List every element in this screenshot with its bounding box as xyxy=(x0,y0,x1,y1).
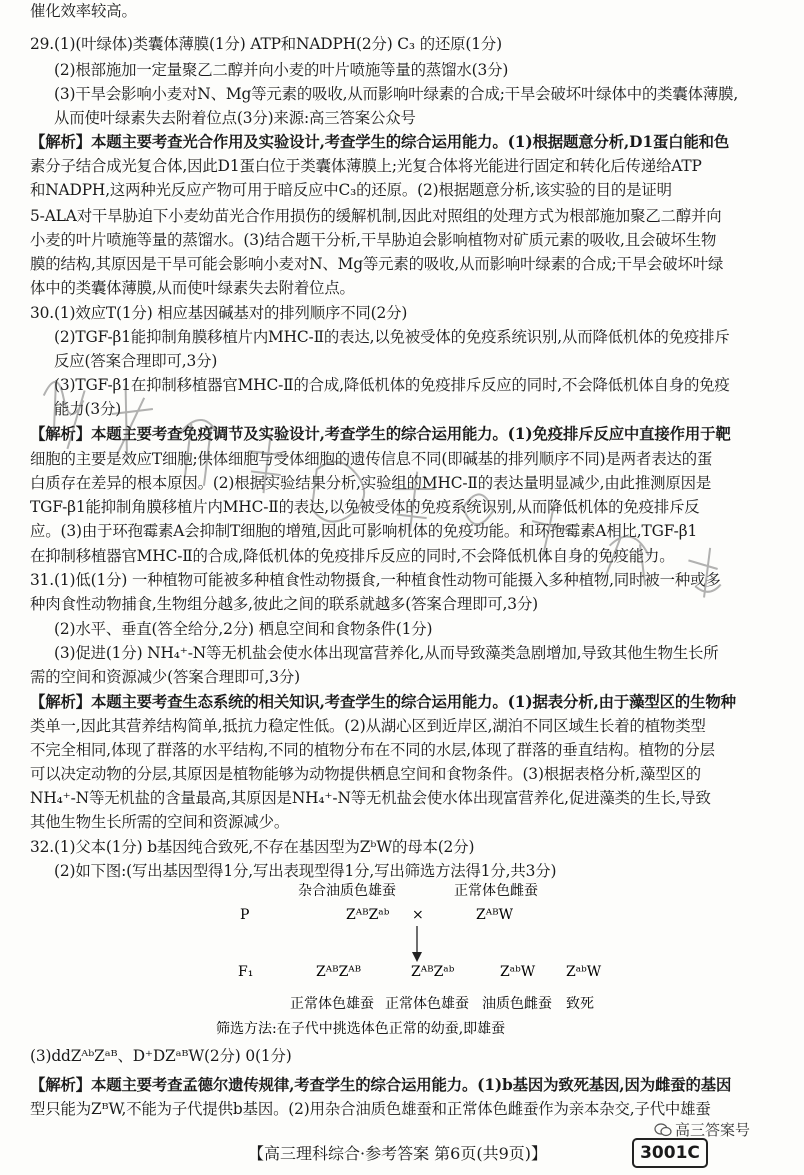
offspring-genotype: ZᴬᴮZᵃᵇ xyxy=(411,964,455,980)
offspring-phenotype: 致死 xyxy=(566,996,594,1012)
text-line: 其他生物生长所需的空间和资源减少。 xyxy=(30,813,290,831)
parent-right-name: 正常体色雌蚕 xyxy=(454,883,538,899)
p-label: P xyxy=(240,907,250,923)
q31-part2: (2)水平、垂直(答全给分,2分) 栖息空间和食物条件(1分) xyxy=(54,620,433,638)
q32-part2: (2)如下图:(写出基因型得1分,写出表现型得1分,写出筛选方法得1分,共3分) xyxy=(54,862,557,880)
q29-part3: (3)干旱会影响小麦对N、Mg等元素的吸收,从而影响叶绿素的合成;干旱会破坏叶绿体中的类囊体薄膜, xyxy=(54,85,739,103)
offspring-phenotype: 正常体色雄蚕 xyxy=(385,996,469,1012)
text-line: 应。(3)由于环孢霉素A会抑制T细胞的增殖,因此可影响机体的免疫功能。和环孢霉素A相比,TGF-β1 xyxy=(30,522,698,540)
text-line: 5-ALA对干旱胁迫下小麦幼苗光合作用损伤的缓解机制,因此对照组的处理方式为根部施加聚乙二醇并向 xyxy=(30,207,722,225)
cross-symbol: × xyxy=(412,907,424,923)
text-line: 可以决定动物的分层,其原因是植物能够为动物提供栖息空间和食物条件。(3)根据表格分析,藻型区的 xyxy=(30,765,701,783)
text-line: 种肉食性动物捕食,生物组分越多,彼此之间的联系就越多(答案合理即可,3分) xyxy=(30,595,539,613)
offspring-phenotype: 正常体色雄蚕 xyxy=(290,996,374,1012)
text-line: 型只能为ZᴮW,不能为子代提供b基因。(2)用杂合油质色雄蚕和正常体色雌蚕作为亲本杂交,子代中雄蚕 xyxy=(30,1100,711,1118)
text-line: TGF-β1能抑制角膜移植片内MHC-Ⅱ的表达,以免被受体的免疫系统识别,从而降低机体的免疫排斥反 xyxy=(30,498,700,516)
wechat-icon xyxy=(654,1123,672,1137)
text-line: 需的空间和资源减少(答案合理即可,3分) xyxy=(30,668,300,686)
q30-part1: 30.(1)效应T(1分) 相应基因碱基对的排列顺序不同(2分) xyxy=(30,304,408,322)
analysis-30: 【解析】本题主要考查免疫调节及实验设计,考查学生的综合运用能力。(1)免疫排斥反应中直接作用于靶 xyxy=(30,425,731,443)
paper-code: 3001C xyxy=(632,1138,708,1168)
q30-part2: (2)TGF-β1能抑制角膜移植片内MHC-Ⅱ的表达,以免被受体的免疫系统识别,从而降低机体的免疫排斥 xyxy=(54,328,730,346)
q31-part3: (3)促进(1分) NH₄⁺-N等无机盐会使水体出现富营养化,从而导致藻类急剧增加,导致其他生物生长所 xyxy=(54,644,719,662)
text-line: 在抑制移植器官MHC-Ⅱ的合成,降低机体的免疫排斥反应的同时,不会降低机体自身的免疫能力。 xyxy=(30,547,675,565)
text-line: 膜的结构,其原因是干旱可能会影响小麦对N、Mg等元素的吸收,从而影响叶绿素的合成;干旱会破坏叶绿 xyxy=(30,255,724,273)
q32-part1: 32.(1)父本(1分) b基因纯合致死,不存在基因型为ZᵇW的母本(2分) xyxy=(30,838,475,856)
text-line: 白质存在差异的根本原因。(2)根据实验结果分析,实验组的MHC-Ⅱ的表达量明显减少,由此推测原因是 xyxy=(30,474,712,492)
screening-method: 筛选方法:在子代中挑选体色正常的幼蚕,即雄蚕 xyxy=(216,1021,506,1037)
parent-right-genotype: ZᴬᴮW xyxy=(476,907,513,923)
wechat-source xyxy=(652,1119,752,1140)
f1-label: F₁ xyxy=(238,964,254,980)
text-line: NH₄⁺-N等无机盐的含量最高,其原因是NH₄⁺-N等无机盐会使水体出现富营养化,促进藻类的生长,导致 xyxy=(30,789,711,807)
text-line: 从而使叶绿素失去附着位点(3分)来源:高三答案公众号 xyxy=(54,109,416,127)
text-line: 能力(3分) xyxy=(54,400,122,418)
analysis-32: 【解析】本题主要考查孟德尔遗传规律,考查学生的综合运用能力。(1)b基因为致死基因,因为雌蚕的基因 xyxy=(30,1076,732,1094)
parent-left-genotype: ZᴬᴮZᵃᵇ xyxy=(346,907,390,923)
analysis-29: 【解析】本题主要考查光合作用及实验设计,考查学生的综合运用能力。(1)根据题意分析,D1蛋白能和色 xyxy=(30,133,730,151)
parent-left-name: 杂合油质色雄蚕 xyxy=(298,883,396,899)
offspring-genotype: ZᴬᴮZᴬᴮ xyxy=(316,964,362,980)
q30-part3: (3)TGF-β1在抑制移植器官MHC-Ⅱ的合成,降低机体的免疫排斥反应的同时,不会降低机体自身的免疫 xyxy=(54,376,730,394)
text-line: 和NADPH,这两种光反应产物可用于暗反应中C₃的还原。(2)根据题意分析,该实验的目的是证明 xyxy=(30,181,672,199)
page-footer: 【高三理科综合·参考答案 第6页(共9页)】 xyxy=(248,1144,548,1163)
text-line: 素分子结合成光复合体,因此D1蛋白位于类囊体薄膜上;光复合体将光能进行固定和转化后传递给ATP xyxy=(30,157,702,175)
text-line: 反应(答案合理即可,3分) xyxy=(54,352,218,370)
offspring-genotype: ZᵃᵇW xyxy=(566,964,602,980)
text-line: 类单一,因此其营养结构简单,抵抗力稳定性低。(2)从湖心区到近岸区,湖泊不同区域生长着的植物类型 xyxy=(30,717,706,735)
text-line: 小麦的叶片喷施等量的蒸馏水。(3)结合题干分析,干旱胁迫会影响植物对矿质元素的吸收,且会破坏生物 xyxy=(30,231,717,249)
q29-part1: 29.(1)(叶绿体)类囊体薄膜(1分) ATP和NADPH(2分) C₃ 的还原(1分) xyxy=(30,35,503,53)
text-line: 不完全相同,体现了群落的水平结构,不同的植物分布在不同的水层,体现了群落的垂直结构。植物的分层 xyxy=(30,741,715,759)
text-line: 催化效率较高。 xyxy=(30,2,137,20)
offspring-phenotype: 油质色雌蚕 xyxy=(482,996,552,1012)
wechat-label: 高三答案号 xyxy=(675,1121,751,1139)
q32-part3: (3)ddZᴬᵇZᵃᴮ、D⁺DZᵃᴮW(2分) 0(1分) xyxy=(30,1047,292,1065)
analysis-31: 【解析】本题主要考查生态系统的相关知识,考查学生的综合运用能力。(1)据表分析,由于藻型区的生物种 xyxy=(30,693,736,711)
q29-part2: (2)根部施加一定量聚乙二醇并向小麦的叶片喷施等量的蒸馏水(3分) xyxy=(54,61,509,79)
arrow-head-icon xyxy=(412,952,422,962)
offspring-genotype: ZᵃᵇW xyxy=(500,964,536,980)
q31-part1: 31.(1)低(1分) 一种植物可能被多种植食性动物摄食,一种植食性动物可能摄入多种植物,同时被一种或多 xyxy=(30,571,721,589)
text-line: 体中的类囊体薄膜,从而使叶绿素失去附着位点。 xyxy=(30,279,355,297)
text-line: 细胞的主要是效应T细胞;供体细胞与受体细胞的遗传信息不同(即碱基的排列顺序不同)是两者表达的蛋 xyxy=(30,450,713,468)
